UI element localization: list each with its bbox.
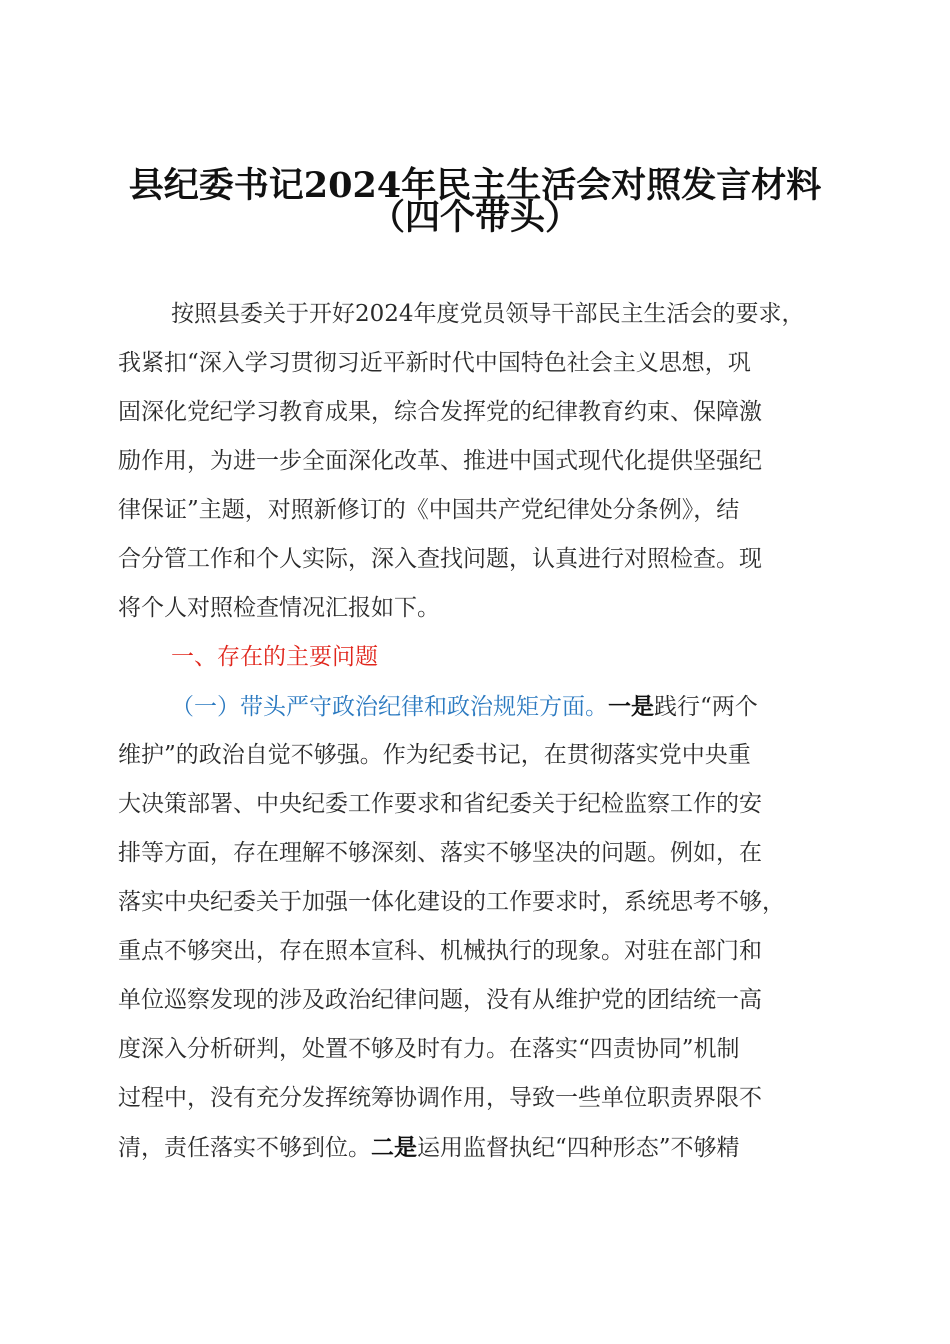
paragraph-line: 将个人对照检查情况汇报如下。: [118, 595, 440, 621]
paragraph-line: 单位巡察发现的涉及政治纪律问题，没有从维护党的团结统一高: [118, 987, 762, 1013]
point-marker: 一是: [608, 693, 654, 720]
paragraph-line: 励作用，为进一步全面深化改革、推进中国式现代化提供坚强纪: [118, 448, 762, 474]
paragraph-text: 清，责任落实不够到位。: [118, 1135, 371, 1161]
document-subtitle: （四个带头）: [369, 197, 580, 238]
paragraph-line: 大决策部署、中央纪委工作要求和省纪委关于纪检监察工作的安: [118, 791, 762, 817]
paragraph-line: 固深化党纪学习教育成果，综合发挥党的纪律教育约束、保障激: [118, 399, 762, 425]
subsection-heading: （一）带头严守政治纪律和政治规矩方面。: [171, 694, 608, 720]
paragraph-line: 排等方面，存在理解不够深刻、落实不够坚决的问题。例如，在: [118, 840, 762, 866]
paragraph-line: 度深入分析研判，处置不够及时有力。在落实“四责协同”机制: [118, 1036, 740, 1062]
document-body: [118, 290, 838, 1172]
paragraph-line: 我紧扣“深入学习贯彻习近平新时代中国特色社会主义思想，巩: [118, 350, 751, 376]
paragraph-line: 落实中央纪委关于加强一体化建设的工作要求时，系统思考不够，: [118, 889, 785, 915]
paragraph-line: 合分管工作和个人实际，深入查找问题，认真进行对照检查。现: [118, 546, 762, 572]
paragraph-line: 重点不够突出，存在照本宣科、机械执行的现象。对驻在部门和: [118, 938, 762, 964]
paragraph-line: 过程中，没有充分发挥统筹协调作用，导致一些单位职责界限不: [118, 1085, 762, 1111]
paragraph-line: [118, 1123, 838, 1172]
paragraph-line: 按照县委关于开好2024年度党员领导干部民主生活会的要求，: [171, 301, 805, 327]
paragraph-line: 律保证”主题，对照新修订的《中国共产党纪律处分条例》，结: [118, 497, 740, 523]
paragraph-text: 践行“两个: [654, 694, 758, 720]
point-marker: 二是: [371, 1134, 417, 1161]
subsection-line: [118, 682, 838, 731]
paragraph-line: 维护”的政治自觉不够强。作为纪委书记，在贯彻落实党中央重: [118, 742, 751, 768]
document-title: 县纪委书记2024年民主生活会对照发言材料: [128, 165, 822, 206]
section-heading: 一、存在的主要问题: [171, 644, 378, 670]
paragraph-text: 运用监督执纪“四种形态”不够精: [417, 1135, 740, 1161]
